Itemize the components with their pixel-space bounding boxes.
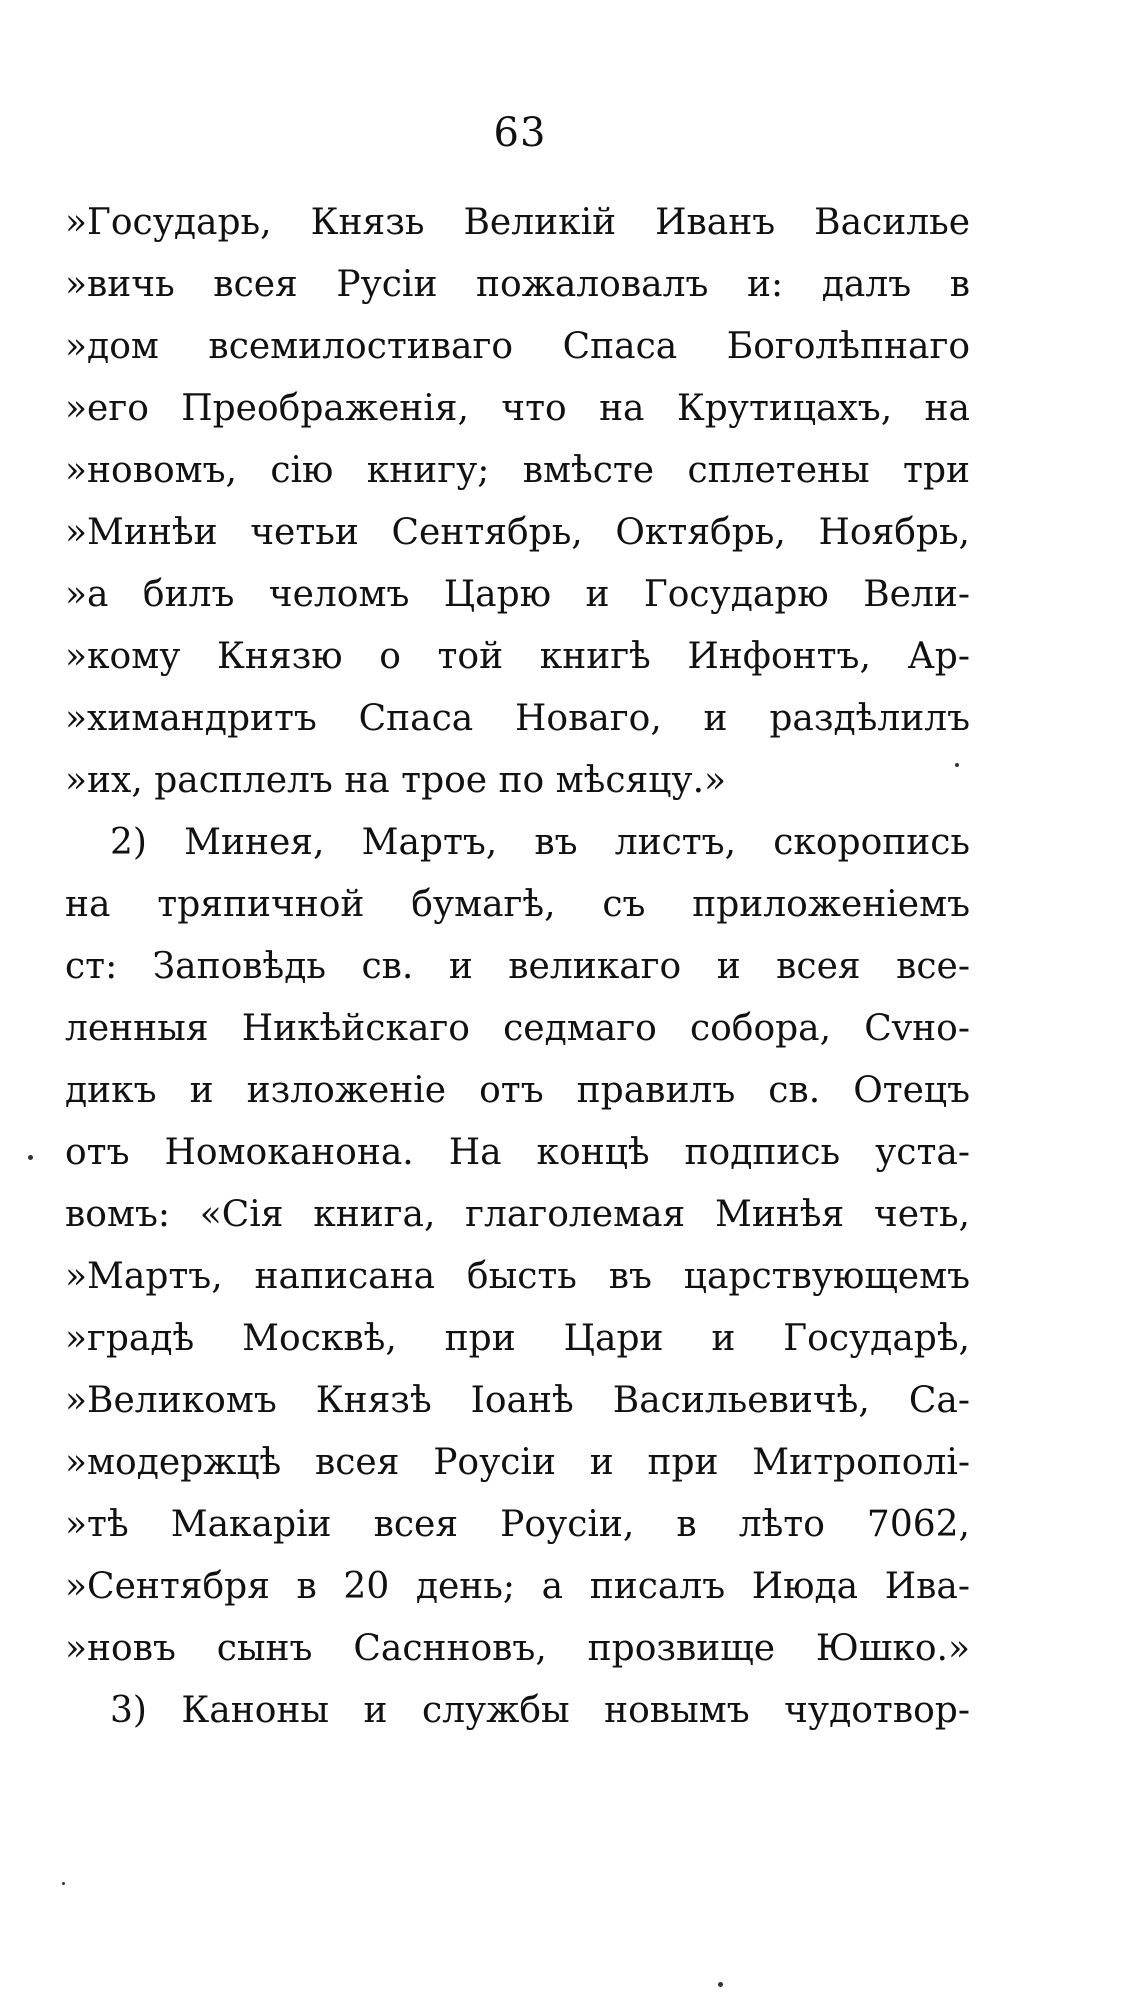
text-line: »его Преображенія, что на Крутицахъ, на xyxy=(65,388,970,429)
text-line: »Великомъ Князѣ Іоанѣ Васильевичѣ, Са- xyxy=(65,1380,970,1421)
text-line: 3) Каноны и службы новымъ чудотвор- xyxy=(110,1690,970,1731)
text-line: ленныя Никѣйскаго седмаго собора, Сvно- xyxy=(65,1008,970,1049)
scan-speck xyxy=(718,1982,723,1987)
text-line: »химандритъ Спаса Новаго, и раздѣлилъ xyxy=(65,698,970,739)
scan-speck xyxy=(28,1155,33,1160)
text-line: »модержцѣ всея Роусіи и при Митрополі- xyxy=(65,1442,970,1483)
text-line: 2) Минея, Мартъ, въ листъ, скоропись xyxy=(110,822,970,863)
scan-speck xyxy=(62,1882,65,1885)
text-line: »градѣ Москвѣ, при Цари и Государѣ, xyxy=(65,1318,970,1359)
text-line: »кому Князю о той книгѣ Инфонтъ, Ар- xyxy=(65,636,970,677)
text-line: »а билъ челомъ Царю и Государю Вели- xyxy=(65,574,970,615)
text-line: отъ Номоканона. На концѣ подпись уста- xyxy=(65,1132,970,1173)
text-line: дикъ и изложеніе отъ правилъ св. Отецъ xyxy=(65,1070,970,1111)
text-line: »Мартъ, написана бысть въ царствующемъ xyxy=(65,1256,970,1297)
text-line: »новомъ, сію книгу; вмѣсте сплетены три xyxy=(65,450,970,491)
text-line: »тѣ Макаріи всея Роусіи, в лѣто 7062, xyxy=(65,1504,970,1545)
text-line: »Государь, Князь Великій Иванъ Василье xyxy=(65,202,970,243)
scan-speck xyxy=(955,763,959,767)
body-text xyxy=(65,192,970,1742)
text-line: ст: Заповѣдь св. и великаго и всея все- xyxy=(65,946,970,987)
text-line: вомъ: «Сія книга, глаголемая Минѣя четь, xyxy=(65,1194,970,1235)
text-line: »новъ сынъ Саснновъ, прозвище Юшко.» xyxy=(65,1628,970,1669)
text-line: »Сентября в 20 день; а писалъ Июда Ива- xyxy=(65,1566,970,1607)
text-line: »их, расплелъ на трое по мѣсяцу.» xyxy=(65,760,727,801)
text-line: »вичь всея Русіи пожаловалъ и: далъ в xyxy=(65,264,970,305)
text-line: на тряпичной бумагѣ, съ приложеніемъ xyxy=(65,884,970,925)
text-line: »дом всемилостиваго Спаса Боголѣпнаго xyxy=(65,326,970,367)
page-number: 63 xyxy=(493,110,547,156)
text-line: »Минѣи четьи Сентябрь, Октябрь, Ноябрь, xyxy=(65,512,970,553)
